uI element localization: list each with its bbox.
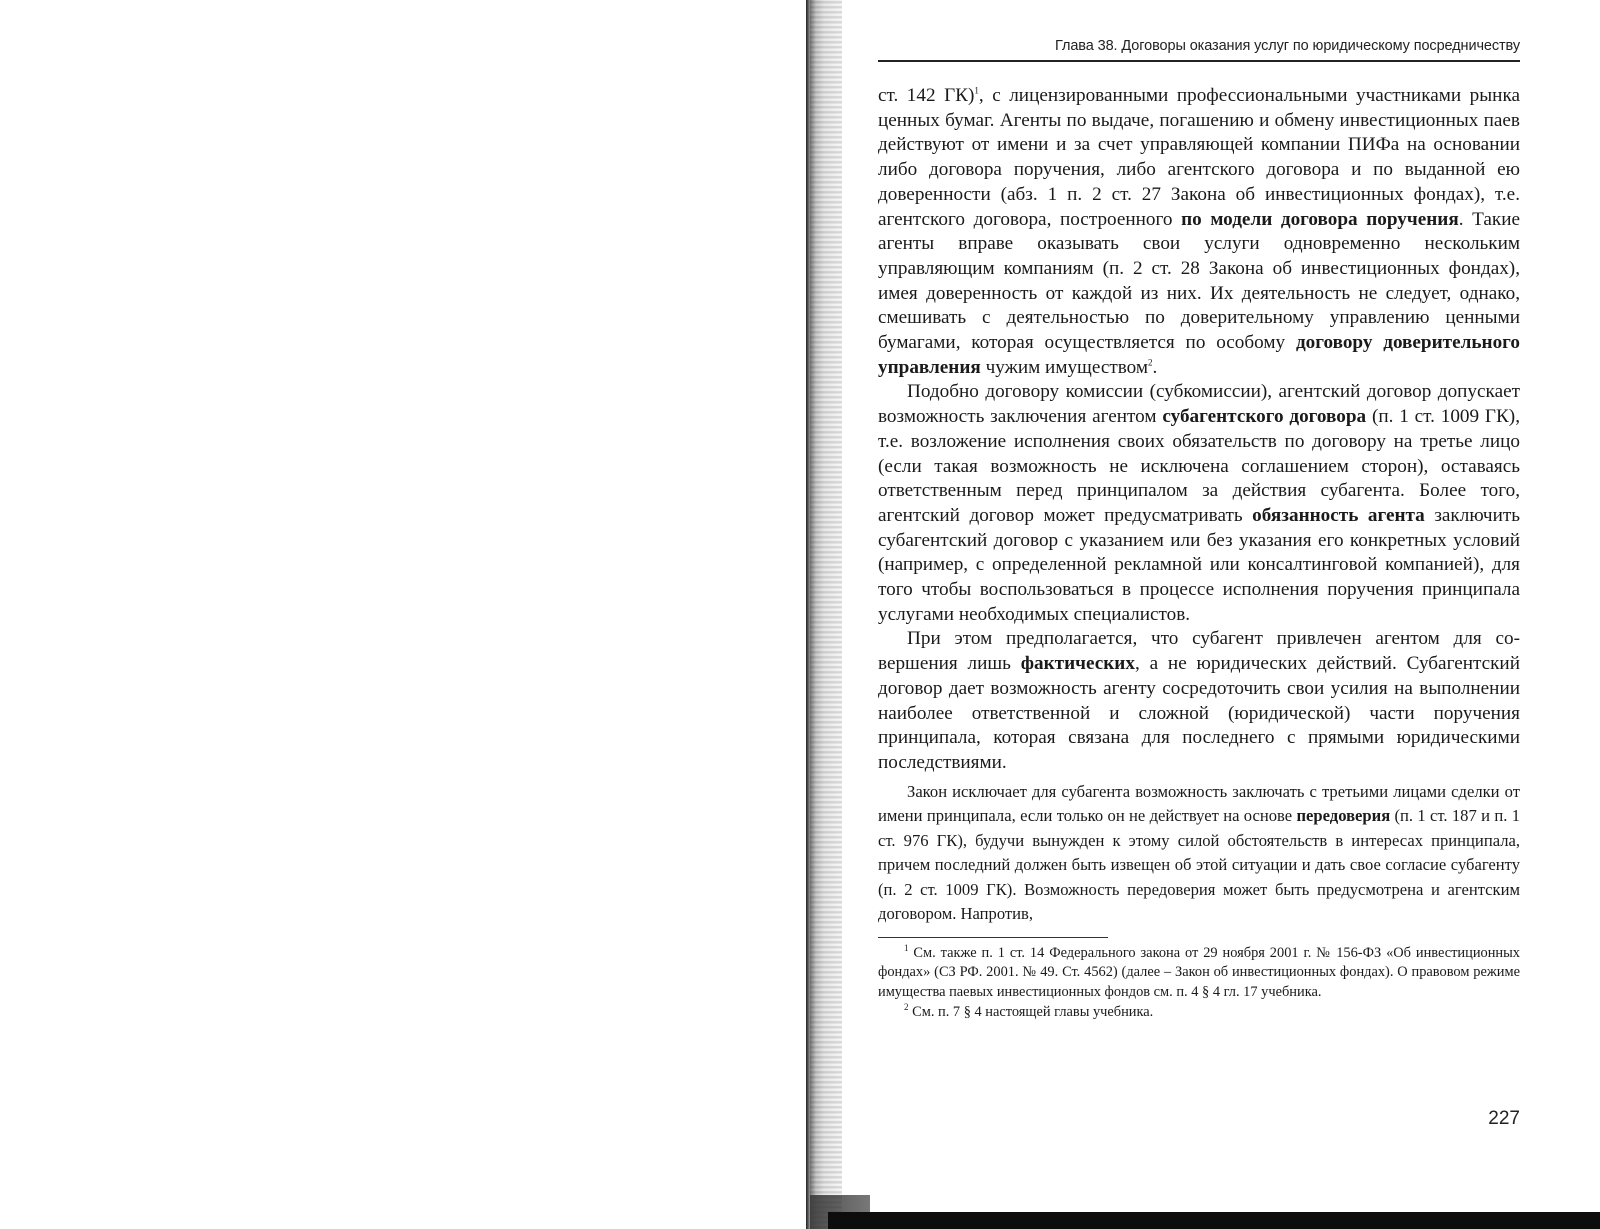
bold-term: субагентского договора — [1162, 406, 1367, 428]
text-run: Подобно договору комиссии (субкомиссии), агентский договор допускает возможность заключения агентом — [878, 381, 1520, 428]
bold-term: по модели договора поручения — [1181, 208, 1459, 230]
footnote-2 — [878, 1003, 1520, 1023]
footnote-separator — [878, 937, 1108, 938]
footnote-ref-1: 1 — [974, 85, 979, 96]
text-run: При этом предполагается, что субагент привлечен агентом для совершения лишь — [878, 628, 1520, 675]
text-run: . — [1152, 356, 1158, 378]
text-run: Закон исключает для субагента возможность заключать с третьими лицами сделки от имени принципала, если только он не действует на основе — [878, 781, 1520, 826]
body-text — [878, 84, 1520, 927]
text-run: (п. 1 ст. 1009 ГК), т.е. возложение исполнения своих обязательств по договору на третье лицо (если такая возможность не исключена соглашением сторон), оставаясь ответственным перед принципалом за действия субагента. Более того, агентский договор может предусматривать — [878, 406, 1520, 526]
bold-term: обязанность агента — [1252, 504, 1425, 526]
text-run: . Такие агенты вправе оказывать свои услуги одновременно нескольким управляющим компаниям (п. 2 ст. 28 Закона об инвестиционных фондах), имея доверенность от каждой из них. Их деятельность не следует, однако, смешивать с деятельностью по доверительному управлению ценными бумагами, которая осуществляется по особому — [878, 208, 1520, 354]
footnote-text: См. п. 7 § 4 настоящей главы учебника. — [912, 1004, 1154, 1021]
scan-bottom-border — [828, 1212, 1600, 1229]
text-run: (п. 1 ст. 187 и п. 1 ст. 976 ГК), будучи вынужден к этому силой обстоятельств в интересах принципала, причем последний должен быть извещен об этой ситуации и дать свое согласие субагенту (п. 2 ст. 1009 ГК). Возможность передоверия может быть предусмотрена и агентским договором. Напротив, — [878, 806, 1520, 924]
text-run: , а не юридических действий. Субагентский договор дает возможность агенту сосредоточить свои усилия на выполнении наиболее ответственной и сложной (юридической) части поручения принципала, которая связана для последнего с прямыми юридическими последствиями. — [878, 653, 1520, 773]
footnote-1 — [878, 944, 1520, 1003]
footnote-ref-2: 2 — [1148, 357, 1153, 368]
paragraph-3 — [878, 627, 1520, 775]
page-edge-shadow — [806, 0, 810, 1229]
footnote-mark: 1 — [904, 942, 909, 953]
bold-term: фактических — [1020, 653, 1135, 675]
text-run: ст. 142 ГК) — [878, 85, 975, 106]
text-run: заключить субагентский договор с указанием или без указания его конкретных условий (например, с определенной рекламной или консалтинговой компанией), для того чтобы воспользоваться в процессе исполнения поручения принципала услугами необходимых специалистов. — [878, 504, 1520, 625]
paragraph-1 — [878, 84, 1520, 380]
book-page — [878, 38, 1520, 1023]
text-run: чужим имуществом — [980, 356, 1149, 378]
running-head: Глава 38. Договоры оказания услуг по юридическому посредничеству — [878, 38, 1520, 62]
bold-term: договору доверительного управления — [878, 332, 1520, 378]
footnote-text: См. также п. 1 ст. 14 Федерального закона от 29 ноября 2001 г. № 156-ФЗ «Об инвестиционных фондах» (СЗ РФ. 2001. № 49. Ст. 4562) (далее – Закон об инвестиционных фондах). О правовом режиме имущества паевых инвестиционных фондов см. п. 4 § 4 гл. 17 учебника. — [878, 944, 1520, 1001]
paragraph-2 — [878, 380, 1520, 627]
book-spine-gutter — [808, 0, 842, 1229]
footnote-mark: 2 — [904, 1002, 909, 1013]
paragraph-4 — [878, 780, 1520, 927]
page-number: 227 — [1488, 1108, 1520, 1129]
text-run: , с лицензированными профессиональными участниками рынка ценных бумаг. Агенты по выдаче, погашению и обмену инвестиционных паев действуют от имени и за счет управляющей компании ПИФа на основании либо договора поручения, либо агентского договора и по выданной ею доверенности (абз. 1 п. 2 ст. 27 Закона об инвестиционных фондах), т.е. агентского договора, построенного — [878, 85, 1520, 230]
bold-term: передоверия — [1296, 806, 1391, 826]
